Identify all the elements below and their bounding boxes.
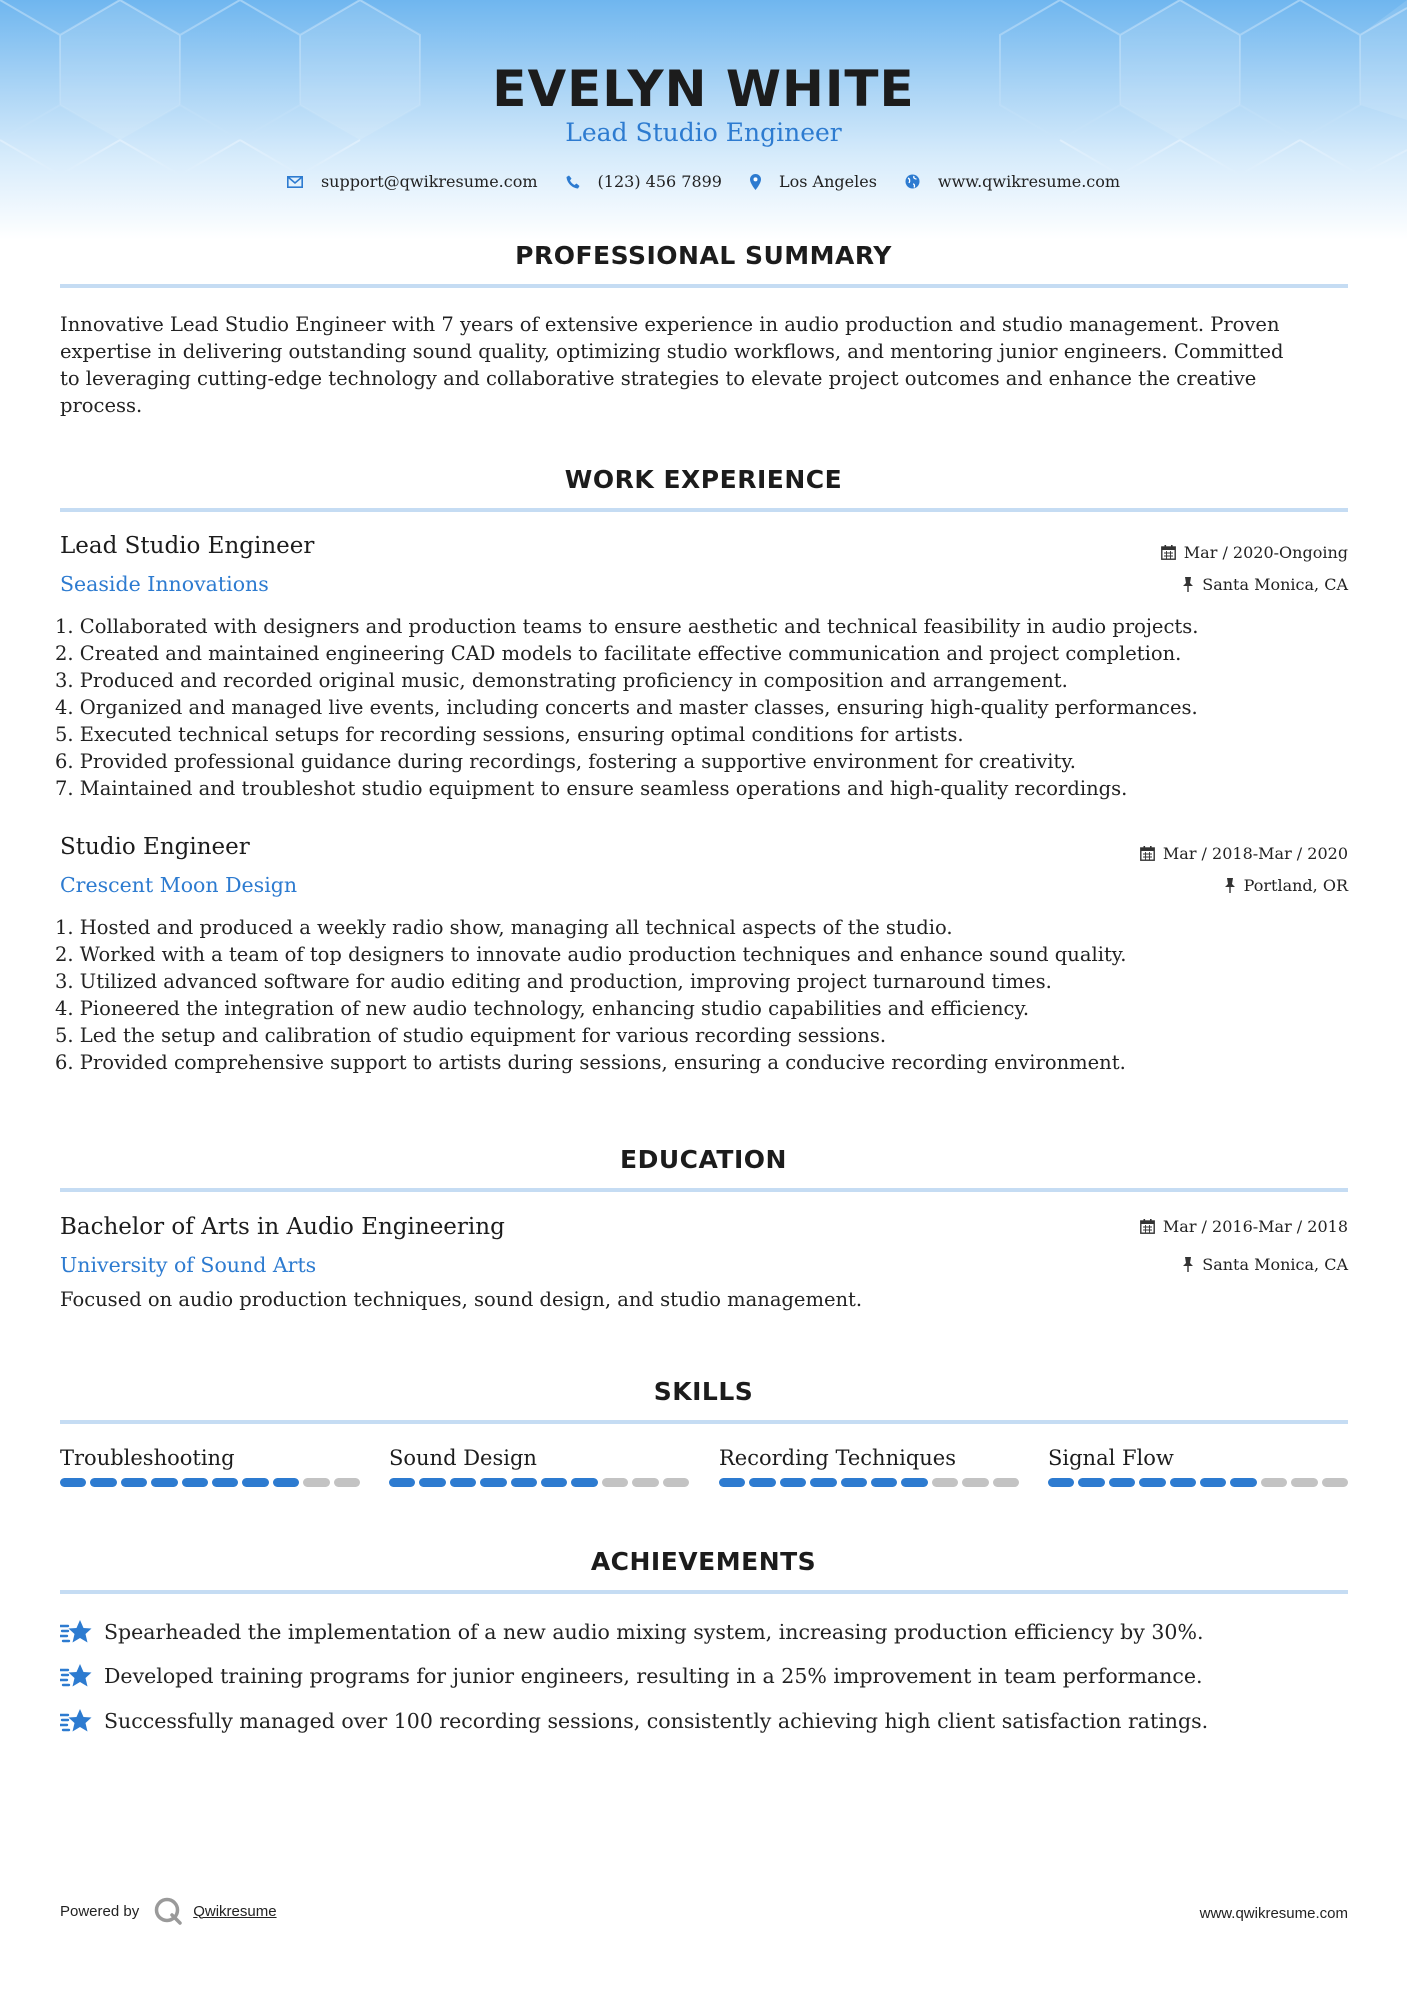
- list-item: 4. Pioneered the integration of new audio technology, enhancing studio capabilities and efficiency.: [55, 997, 1030, 1020]
- skill-bar: [60, 1478, 360, 1487]
- list-item: 1. Hosted and produced a weekly radio show, managing all technical aspects of the studio.: [55, 916, 953, 939]
- education-degree: Bachelor of Arts in Audio Engineering: [60, 1214, 505, 1240]
- skill-segment-filled: [1109, 1478, 1135, 1487]
- achievement-item: [60, 1618, 1203, 1646]
- skill-segment-empty: [663, 1478, 689, 1487]
- contact-website-text: www.qwikresume.com: [937, 172, 1121, 191]
- job-dates: [1140, 844, 1348, 863]
- skill-segment-filled: [419, 1478, 445, 1487]
- skill-segment-empty: [1261, 1478, 1287, 1487]
- pushpin-icon: [1224, 878, 1236, 893]
- summary-line: Innovative Lead Studio Engineer with 7 years of extensive experience in audio production and studio management. Proven: [60, 313, 1280, 336]
- skill-bar: [719, 1478, 1019, 1487]
- skill-segment-filled: [389, 1478, 415, 1487]
- education-dates: [1140, 1217, 1348, 1236]
- education-location-text: Santa Monica, CA: [1202, 1255, 1348, 1274]
- list-item: 6. Provided professional guidance during recordings, fostering a supportive environment for creativity.: [55, 750, 1076, 773]
- summary-text: [60, 311, 1350, 419]
- pushpin-icon: [1182, 1257, 1194, 1272]
- skill-segment-empty: [962, 1478, 988, 1487]
- skill-bar: [389, 1478, 689, 1487]
- skill-segment-empty: [1322, 1478, 1348, 1487]
- skill-name: Troubleshooting: [60, 1446, 235, 1470]
- summary-divider: [60, 284, 1348, 288]
- job-company: Crescent Moon Design: [60, 873, 298, 897]
- skill-segment-filled: [871, 1478, 897, 1487]
- skill-segment-filled: [1139, 1478, 1165, 1487]
- star-award-icon: [60, 1662, 92, 1690]
- list-item: 7. Maintained and troubleshot studio equipment to ensure seamless operations and high-quality recordings.: [55, 777, 1128, 800]
- calendar-icon: [1161, 545, 1176, 560]
- education-location: [1182, 1255, 1348, 1274]
- contact-website[interactable]: [905, 172, 1120, 191]
- map-marker-icon: [750, 174, 761, 190]
- achievement-item: [60, 1662, 1202, 1690]
- experience-divider: [60, 508, 1348, 512]
- list-item: 5. Led the setup and calibration of studio equipment for various recording sessions.: [55, 1024, 887, 1047]
- skill-segment-filled: [182, 1478, 208, 1487]
- list-item: 2. Created and maintained engineering CAD models to facilitate effective communication and project completion.: [55, 642, 1182, 665]
- skill-name: Signal Flow: [1048, 1446, 1174, 1470]
- skill-segment-filled: [1200, 1478, 1226, 1487]
- skill-sound-design: [389, 1446, 689, 1487]
- list-item: 5. Executed technical setups for recording sessions, ensuring optimal conditions for artists.: [55, 723, 964, 746]
- skill-segment-empty: [932, 1478, 958, 1487]
- contact-phone[interactable]: [566, 172, 722, 191]
- envelope-icon: [287, 176, 303, 188]
- skill-segment-empty: [334, 1478, 360, 1487]
- list-item: 4. Organized and managed live events, including concerts and master classes, ensuring high-quality performances.: [55, 696, 1198, 719]
- skill-segment-filled: [571, 1478, 597, 1487]
- skill-segment-filled: [60, 1478, 86, 1487]
- contact-location-text: Los Angeles: [778, 172, 877, 191]
- qwikresume-logo-icon: [153, 1896, 183, 1926]
- summary-line: process.: [60, 394, 143, 417]
- list-item: 1. Collaborated with designers and production teams to ensure aesthetic and technical feasibility in audio projects.: [55, 615, 1199, 638]
- calendar-icon: [1140, 1219, 1155, 1234]
- achievements-heading: ACHIEVEMENTS: [590, 1547, 817, 1576]
- skill-segment-filled: [780, 1478, 806, 1487]
- skill-segment-filled: [151, 1478, 177, 1487]
- summary-heading: PROFESSIONAL SUMMARY: [515, 241, 892, 270]
- footer-powered-by: [60, 1896, 277, 1926]
- skill-segment-filled: [511, 1478, 537, 1487]
- job-bullets: [55, 613, 1345, 802]
- summary-line: expertise in delivering outstanding sound quality, optimizing studio workflows, and mentoring junior engineers. Committed: [60, 340, 1284, 363]
- contact-email[interactable]: [287, 172, 538, 191]
- skill-segment-filled: [749, 1478, 775, 1487]
- list-item: 3. Utilized advanced software for audio editing and production, improving project turnaround times.: [55, 970, 1052, 993]
- skill-segment-filled: [901, 1478, 927, 1487]
- powered-by-label: Powered by: [60, 1902, 140, 1920]
- job-location-text: Santa Monica, CA: [1202, 575, 1348, 594]
- footer-website[interactable]: www.qwikresume.com: [1199, 1905, 1348, 1922]
- skill-recording-techniques: [719, 1446, 1019, 1487]
- qwikresume-link[interactable]: Qwikresume: [193, 1902, 277, 1920]
- list-item: 3. Produced and recorded original music, demonstrating proficiency in composition and arrangement.: [55, 669, 1068, 692]
- achievement-text: Spearheaded the implementation of a new audio mixing system, increasing production efficiency by 30%.: [104, 1620, 1204, 1644]
- contact-row: [0, 172, 1407, 191]
- pushpin-icon: [1182, 577, 1194, 592]
- candidate-title: Lead Studio Engineer: [565, 118, 842, 147]
- skill-segment-empty: [632, 1478, 658, 1487]
- job-location: [1224, 876, 1348, 895]
- calendar-icon: [1140, 846, 1155, 861]
- candidate-name: EVELYN WHITE: [492, 60, 915, 118]
- skill-segment-filled: [1170, 1478, 1196, 1487]
- education-heading: EDUCATION: [620, 1145, 787, 1174]
- skill-segment-filled: [1230, 1478, 1256, 1487]
- education-divider: [60, 1188, 1348, 1192]
- skill-segment-filled: [212, 1478, 238, 1487]
- job-dates-text: Mar / 2020-Ongoing: [1183, 543, 1348, 562]
- skill-segment-filled: [1078, 1478, 1104, 1487]
- skill-segment-empty: [993, 1478, 1019, 1487]
- education-school: University of Sound Arts: [60, 1253, 317, 1277]
- skill-segment-filled: [90, 1478, 116, 1487]
- skills-heading: SKILLS: [653, 1377, 754, 1406]
- skill-bar: [1048, 1478, 1348, 1487]
- star-award-icon: [60, 1618, 92, 1646]
- education-description: Focused on audio production techniques, sound design, and studio management.: [60, 1288, 863, 1311]
- job-bullets: [55, 914, 1345, 1076]
- job-location: [1182, 575, 1348, 594]
- summary-line: to leveraging cutting-edge technology and collaborative strategies to elevate project outcomes and enhance the creative: [60, 367, 1257, 390]
- globe-icon: [905, 174, 920, 189]
- skill-troubleshooting: [60, 1446, 360, 1487]
- skill-segment-filled: [841, 1478, 867, 1487]
- skill-segment-filled: [242, 1478, 268, 1487]
- skill-signal-flow: [1048, 1446, 1348, 1487]
- experience-heading: WORK EXPERIENCE: [564, 465, 843, 494]
- job-company: Seaside Innovations: [60, 572, 269, 596]
- skill-segment-filled: [450, 1478, 476, 1487]
- skills-divider: [60, 1420, 1348, 1424]
- skill-segment-filled: [1048, 1478, 1074, 1487]
- achievement-text: Successfully managed over 100 recording sessions, consistently achieving high client satisfaction ratings.: [104, 1709, 1209, 1733]
- skill-segment-empty: [602, 1478, 628, 1487]
- contact-phone-text: (123) 456 7899: [597, 172, 722, 191]
- skill-segment-filled: [480, 1478, 506, 1487]
- list-item: 6. Provided comprehensive support to artists during sessions, ensuring a conducive recording environment.: [55, 1051, 1126, 1074]
- skill-segment-empty: [303, 1478, 329, 1487]
- skill-segment-empty: [1291, 1478, 1317, 1487]
- job-dates: [1161, 543, 1348, 562]
- contact-email-text: support@qwikresume.com: [320, 172, 538, 191]
- skill-name: Sound Design: [389, 1446, 537, 1470]
- achievement-text: Developed training programs for junior engineers, resulting in a 25% improvement in team performance.: [104, 1664, 1203, 1688]
- phone-icon: [566, 175, 580, 189]
- job-title: Studio Engineer: [60, 834, 250, 860]
- contact-location: [750, 172, 877, 191]
- skill-segment-filled: [541, 1478, 567, 1487]
- achievement-item: [60, 1707, 1208, 1735]
- education-dates-text: Mar / 2016-Mar / 2018: [1162, 1217, 1348, 1236]
- star-award-icon: [60, 1707, 92, 1735]
- skill-segment-filled: [719, 1478, 745, 1487]
- job-location-text: Portland, OR: [1243, 876, 1348, 895]
- job-title: Lead Studio Engineer: [60, 533, 315, 559]
- list-item: 2. Worked with a team of top designers to innovate audio production techniques and enhance sound quality.: [55, 943, 1127, 966]
- skill-name: Recording Techniques: [719, 1446, 956, 1470]
- job-dates-text: Mar / 2018-Mar / 2020: [1162, 844, 1348, 863]
- achievements-divider: [60, 1590, 1348, 1594]
- skill-segment-filled: [273, 1478, 299, 1487]
- skill-segment-filled: [121, 1478, 147, 1487]
- skill-segment-filled: [810, 1478, 836, 1487]
